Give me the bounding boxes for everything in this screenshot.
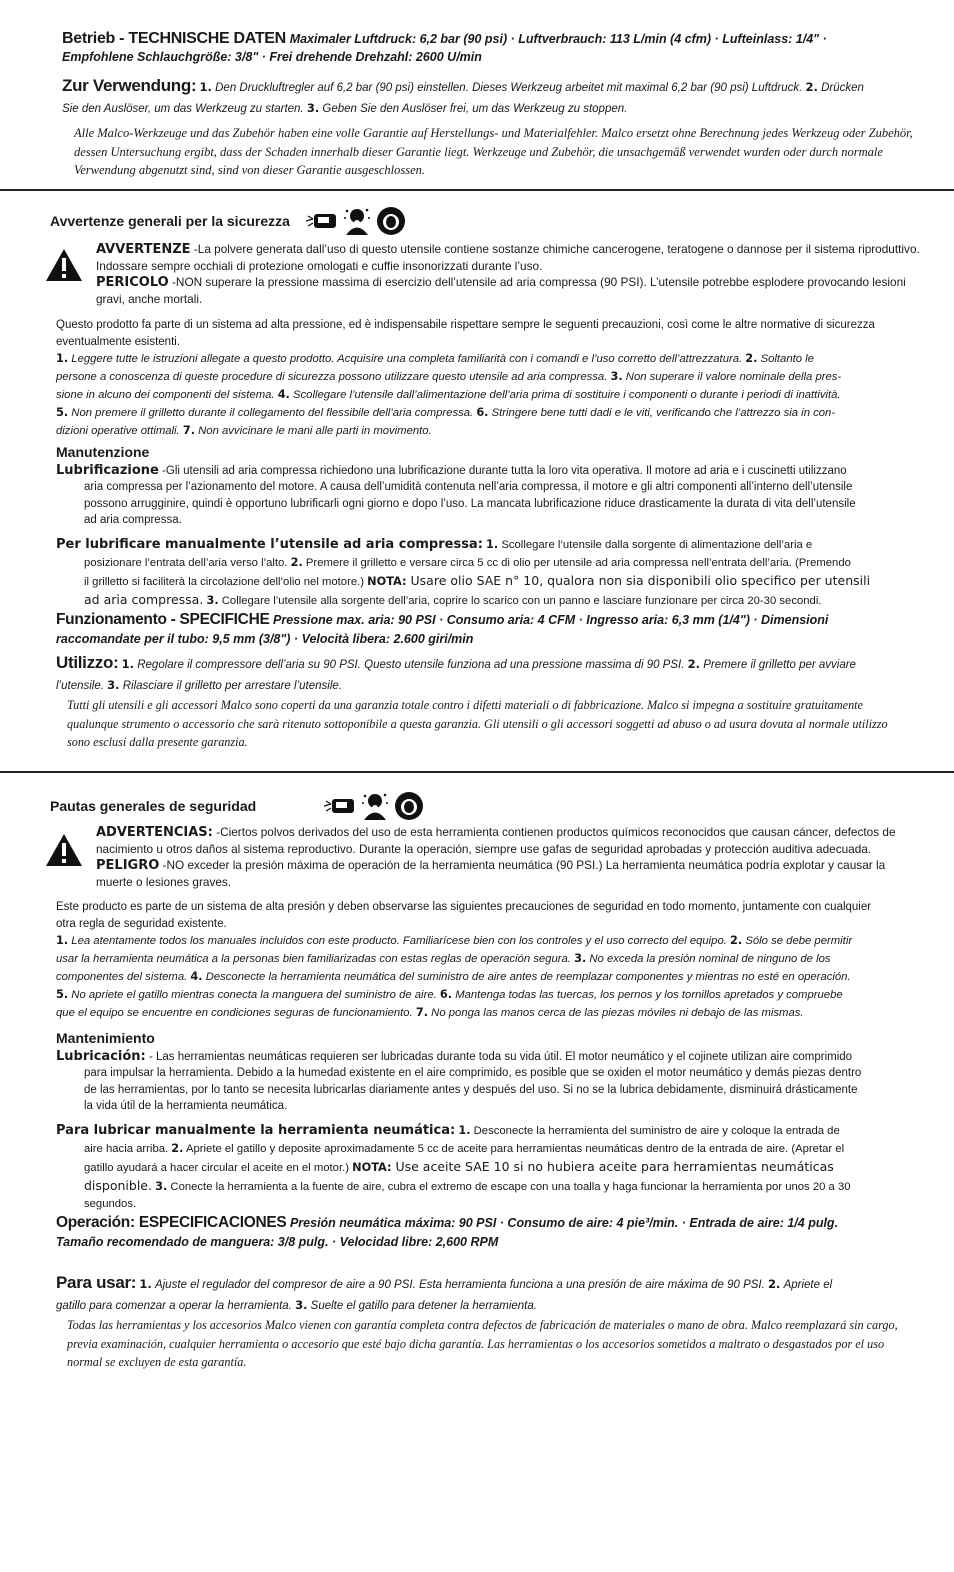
it-rule: Scollegare l’utensile dall’alimentazione dell’aria prima di sostituire i componenti o durante i periodi di inattività. bbox=[292, 389, 841, 401]
it-manual-label: Per lubrificare manualmente l’utensile ad aria compressa: bbox=[56, 537, 483, 552]
safety-glasses-icon bbox=[304, 206, 338, 236]
es-use-step: Suelte el gatillo para detener la herramienta. bbox=[310, 1300, 537, 1312]
it-manual-text: posizionare l’entrata dell’aria verso l’alto. bbox=[84, 557, 288, 569]
es-danger-text-2: muerte o lesiones graves. bbox=[96, 875, 232, 889]
de-warranty-line: Alle Malco-Werkzeuge und das Zubehör haben eine volle Garantie auf Herstellungs- und Materialfehler. Malco ersetzt ohne Berechnung jedes Werkzeug oder Zubehör, bbox=[74, 126, 913, 140]
es-use-section bbox=[56, 1273, 936, 1316]
es-lub-text: de las herramientas, por lo tanto se necesita lubricarlas diariamente antes y después del uso. Si no se la lubrica debidamente, disminuirá drásticamente bbox=[84, 1083, 858, 1096]
step-number: 4. bbox=[190, 970, 203, 983]
es-warranty-line: previa examinación, cualquier herramienta o accesorio que esté bajo dicha garantía. Las herramientas o los accesorios sometidos a maltrato o desgastados por el uso bbox=[67, 1336, 885, 1351]
es-use-step: Apriete el bbox=[783, 1279, 833, 1291]
step-number: 2. bbox=[745, 352, 758, 365]
step-number: 3. bbox=[206, 594, 219, 607]
dust-respirator-icon bbox=[360, 791, 390, 821]
de-use-step2-cont: Sie den Auslöser, um das Werkzeug zu starten. bbox=[62, 103, 304, 115]
de-warranty-line: Verwendung abgenutzt sind, sind von dieser Garantie ausgeschlossen. bbox=[74, 163, 426, 177]
es-rule: No ponga las manos cerca de las piezas móviles ni debajo de las mismas. bbox=[431, 1007, 804, 1019]
es-manual-label: Para lubricar manualmente la herramienta neumática: bbox=[56, 1123, 456, 1138]
it-lub-text: -Gli utensili ad aria compressa richiedono una lubrificazione durante tutta la loro vita operativa. Il motore ad aria e i cuscinetti utilizzano bbox=[158, 465, 847, 477]
section-divider bbox=[0, 189, 954, 191]
it-use-heading: Utilizzo: bbox=[56, 653, 119, 672]
it-note-text: Usare olio SAE n° 10, qualora non sia disponibili olio specifico per utensili bbox=[406, 573, 871, 588]
it-use-step: Premere il grilletto per avviare bbox=[703, 659, 856, 671]
es-warning-text: -Ciertos polvos derivados del uso de esta herramienta contienen productos químicos reconocidos que causan cáncer, defectos de bbox=[212, 825, 896, 839]
it-func-section bbox=[56, 610, 936, 649]
step-number: 1. bbox=[56, 352, 69, 365]
step-number: 2. bbox=[730, 934, 743, 947]
es-manual-text: aire hacia arriba. bbox=[84, 1143, 169, 1155]
es-rule: No apriete el gatillo mientras conecta la manguera del suministro de aire. bbox=[71, 989, 437, 1001]
es-warning-text-2: nacimiento u otros daños al sistema reproductivo. Durante la operación, siempre use gafas de seguridad aprobadas y protección auditiva adecuada. bbox=[96, 842, 872, 856]
es-rule: Desconecte la herramienta neumática del suministro de aire antes de reemplazar componentes y mientras no esté en operación. bbox=[205, 971, 851, 983]
it-warning-text-2: Indossare sempre occhiali di protezione omologati e cuffie insonorizzati durante l’uso. bbox=[96, 259, 543, 273]
step-number: 1. bbox=[486, 538, 499, 551]
es-danger-text: -NO exceder la presión máxima de operación de la herramienta neumática (90 PSI.) La herramienta neumática podría explotar y causar la bbox=[159, 858, 886, 872]
es-warranty-line: normal se excluyen de esta garantía. bbox=[67, 1355, 247, 1369]
it-safety-heading: Avvertenze generali per la sicurezza bbox=[50, 213, 290, 229]
es-func-specs: Presión neumática máxima: 90 PSI · Consumo de aire: 4 pie³/min. · Entrada de aire: 1/4 pulg. bbox=[289, 1216, 839, 1230]
es-lub-text: la vida útil de la herramienta neumática. bbox=[84, 1099, 288, 1112]
de-tech-section bbox=[62, 30, 922, 66]
es-rule: Lea atentamente todos los manuales incluidos con este producto. Familiarícese bien con los controles y el uso correcto del equipo. bbox=[71, 935, 727, 947]
step-number: 1. bbox=[139, 1277, 152, 1291]
es-safety-heading-row bbox=[50, 789, 424, 823]
ear-protection-icon bbox=[394, 791, 424, 821]
it-note-label: NOTA: bbox=[367, 575, 407, 588]
it-intro bbox=[56, 317, 926, 350]
step-number: 1. bbox=[458, 1124, 471, 1137]
de-warranty bbox=[74, 124, 934, 180]
step-number: 3. bbox=[107, 678, 120, 692]
de-warranty-line: dessen Untersuchung ergibt, dass der Schaden innerhalb dieser Garantie liegt. Werkzeuge und Zubehör, die unsachgemäß verwendet wurden oder durch normale bbox=[74, 144, 883, 159]
de-use-heading: Zur Verwendung: bbox=[62, 76, 197, 95]
warning-triangle-icon bbox=[45, 248, 83, 282]
de-use-section bbox=[62, 76, 922, 119]
it-warranty-line: Tutti gli utensili e gli accessori Malco sono coperti da una garanzia totale contro i difetti materiali o di fabbricazione. Malco si impegna a sostituire gratuitamente bbox=[67, 698, 863, 712]
it-lub-label: Lubrificazione bbox=[56, 463, 159, 478]
es-safety-heading: Pautas generales de seguridad bbox=[50, 798, 257, 814]
step-number: 1. bbox=[199, 80, 212, 94]
it-manual-text: Scollegare l’utensile dalla sorgente di alimentazione dell’aria e bbox=[501, 539, 813, 551]
es-note-label: NOTA: bbox=[352, 1161, 392, 1174]
it-maintenance-heading: Manutenzione bbox=[56, 444, 150, 460]
step-number: 2. bbox=[687, 657, 700, 671]
dust-respirator-icon bbox=[342, 206, 372, 236]
it-rule: Non premere il grilletto durante il collegamento del flessibile dell’aria compressa. bbox=[71, 407, 474, 419]
es-intro-text-2: otra regla de seguridad existente. bbox=[56, 917, 227, 930]
it-intro-text: Questo prodotto fa parte di un sistema ad alta pressione, ed è indispensabile rispettare sempre le seguenti precauzioni, così come le altre normative di sicurezza bbox=[56, 319, 875, 331]
es-rules bbox=[56, 932, 936, 1022]
it-rule: Leggere tutte le istruzioni allegate a questo prodotto. Acquisire una completa familiarità con i comandi e l’uso corretto dell’attrezzatura. bbox=[71, 353, 743, 365]
it-rule: sione in alcuno dei componenti del sistema. bbox=[56, 389, 275, 401]
step-number: 2. bbox=[171, 1142, 184, 1155]
es-func-section bbox=[56, 1213, 936, 1252]
es-lub-label: Lubricación: bbox=[56, 1049, 146, 1064]
step-number: 7. bbox=[415, 1006, 429, 1019]
it-warnings bbox=[96, 241, 926, 307]
it-warranty bbox=[67, 696, 937, 752]
it-warning-text: -La polvere generata dall’uso di questo utensile contiene sostanze chimiche cancerogene, teratogene o dannose per il sistema riproduttivo. bbox=[190, 242, 920, 256]
it-warning-label: AVVERTENZE bbox=[96, 242, 191, 257]
de-use-step2: Drücken bbox=[821, 82, 864, 94]
es-rule: usar la herramienta neumática a la personas bien familiarizadas con estas reglas de operación segura. bbox=[56, 953, 571, 965]
es-rule: Mantenga todas las tuercas, los pernos y los tornillos apretados y compruebe bbox=[455, 989, 843, 1001]
it-func-specs-2: raccomandate per il tubo: 9,5 mm (3/8") · Velocità libera: 2.600 giri/min bbox=[56, 632, 474, 646]
it-lub-text: possono arrugginire, quindi è opportuno lubrificarli ogni giorno e dopo l’uso. La mancata lubrificazione riduce drasticamente la durata di vita dell’utensile bbox=[84, 497, 856, 510]
es-manual-lub bbox=[56, 1122, 926, 1213]
step-number: 2. bbox=[290, 556, 303, 569]
it-rule: dizioni operative ottimali. bbox=[56, 425, 180, 437]
es-intro-text: Este producto es parte de un sistema de alta presión y deben observarse las siguientes precauciones de seguridad en todo momento, juntamente con cualquier bbox=[56, 901, 872, 913]
it-use-step: l’utensile. bbox=[56, 680, 104, 692]
it-lubrication bbox=[56, 463, 926, 528]
it-manual-text: il grilletto si faciliterà la circolazione dell’olio nel motore.) bbox=[84, 576, 365, 588]
es-manual-text: segundos. bbox=[84, 1198, 137, 1210]
es-warranty-line: Todas las herramientas y los accesorios Malco vienen con garantía completa contra defectos de fabricación de materiales o mano de obra. Malco reemplazará sin cargo, bbox=[67, 1318, 898, 1332]
step-number: 1. bbox=[56, 934, 69, 947]
it-rule: Non avvicinare le mani alle parti in movimento. bbox=[198, 425, 432, 437]
step-number: 5. bbox=[56, 988, 69, 1001]
it-use-step: Regolare il compressore dell’aria su 90 PSI. Questo utensile funziona ad una pressione massima di 90 PSI. bbox=[137, 659, 685, 671]
es-use-step: Ajuste el regulador del compresor de aire a 90 PSI. Esta herramienta funciona a una presión de aire máxima de 90 PSI. bbox=[154, 1279, 765, 1291]
es-func-heading: Operación: ESPECIFICACIONES bbox=[56, 1214, 287, 1231]
it-manual-lub bbox=[56, 536, 926, 610]
step-number: 3. bbox=[155, 1180, 168, 1193]
it-danger-label: PERICOLO bbox=[96, 275, 169, 290]
it-rules bbox=[56, 350, 936, 440]
es-func-specs-2: Tamaño recomendado de manguera: 3/8 pulg. · Velocidad libre: 2,600 RPM bbox=[56, 1235, 499, 1249]
step-number: 3. bbox=[306, 101, 320, 115]
step-number: 6. bbox=[439, 988, 453, 1001]
step-number: 1. bbox=[121, 657, 135, 671]
es-rule: que el equipo se encuentre en condiciones seguras de funcionamiento. bbox=[56, 1007, 413, 1019]
de-use-step3: Geben Sie den Auslöser frei, um das Werkzeug zu stoppen. bbox=[322, 103, 628, 115]
warning-triangle-icon bbox=[45, 833, 83, 867]
it-rule: Soltanto le bbox=[760, 353, 814, 365]
section-divider bbox=[0, 771, 954, 773]
de-tech-heading: Betrieb - TECHNISCHE DATEN bbox=[62, 30, 286, 47]
es-note-text: Use aceite SAE 10 si no hubiera aceite para herramientas neumáticas bbox=[391, 1159, 834, 1174]
step-number: 7. bbox=[182, 424, 195, 437]
step-number: 5. bbox=[56, 406, 69, 419]
es-rule: Sólo se debe permitir bbox=[745, 935, 853, 947]
es-manual-text: gatillo ayudará a hacer circular el aceite en el motor.) bbox=[84, 1162, 349, 1174]
safety-glasses-icon bbox=[322, 791, 356, 821]
es-intro bbox=[56, 899, 926, 932]
it-use-section bbox=[56, 653, 936, 696]
de-tech-specs-2: Empfohlene Schlauchgröße: 3/8" · Frei drehende Drehzahl: 2600 U/min bbox=[62, 50, 482, 64]
es-warranty bbox=[67, 1316, 937, 1372]
step-number: 2. bbox=[768, 1277, 781, 1291]
es-manual-text: Apriete el gatillo y deposite aproximadamente 5 cc de aceite para herramientas neumáticas dentro de la entrada de aire. (Apretar el bbox=[185, 1143, 845, 1155]
ear-protection-icon bbox=[376, 206, 406, 236]
es-maintenance-heading: Mantenimiento bbox=[56, 1030, 155, 1046]
es-lub-text: - Las herramientas neumáticas requieren ser lubricadas durante toda su vida útil. El motor neumático y el cojinete utilizan aire comprimido bbox=[145, 1051, 853, 1063]
es-rule: componentes del sistema. bbox=[56, 971, 188, 983]
step-number: 2. bbox=[805, 80, 818, 94]
es-lubrication bbox=[56, 1049, 926, 1114]
it-danger-text: -NON superare la pressione massima di esercizio dell’utensile ad aria compressa (90 PSI). L’utensile potrebbe esplodere provocando lesioni bbox=[168, 275, 906, 289]
step-number: 3. bbox=[610, 370, 623, 383]
step-number: 3. bbox=[295, 1298, 308, 1312]
it-safety-heading-row bbox=[50, 204, 406, 238]
it-warranty-line: sono esclusi dalla presente garanzia. bbox=[67, 735, 248, 749]
es-manual-text: Desconecte la herramienta del suministro de aire y coloque la entrada de bbox=[473, 1125, 840, 1137]
it-rule: Stringere bene tutti dadi e le viti, verificando che l’attrezzo sia in con- bbox=[491, 407, 836, 419]
es-warnings bbox=[96, 824, 926, 890]
es-lub-text: para impulsar la herramienta. Debido a la humedad existente en el aire comprimido, es posible que se oxiden el motor neumático y demás piezas dentro bbox=[84, 1067, 862, 1080]
it-rule: persone a conoscenza di queste procedure di sicurezza possono utilizzare questo utensile ad aria compressa. bbox=[56, 371, 608, 383]
es-rule: No exceda la presión nominal de ninguno de los bbox=[589, 953, 831, 965]
it-intro-text-2: eventualmente esistenti. bbox=[56, 335, 181, 348]
it-func-heading: Funzionamento - SPECIFICHE bbox=[56, 611, 270, 628]
it-lub-text: ad aria compressa. bbox=[84, 513, 182, 526]
es-manual-text: Conecte la herramienta a la fuente de aire, cubra el extremo de escape con una toalla y haga funcionar la herramienta por unos 20 a 30 bbox=[170, 1181, 851, 1193]
it-danger-text-2: gravi, anche mortali. bbox=[96, 292, 203, 306]
de-use-step1: Den Druckluftregler auf 6,2 bar (90 psi) einstellen. Dieses Werkzeug arbeitet mit maximal 6,2 bar (90 psi) Luftdruck. bbox=[215, 82, 803, 94]
it-use-step: Rilasciare il grilletto per arrestare l’utensile. bbox=[122, 680, 342, 692]
it-manual-text: Collegare l’utensile alla sorgente dell’aria, coprire lo scarico con un panno e lasciare funzionare per circa 20-30 secondi. bbox=[221, 595, 822, 607]
es-warning-label: ADVERTENCIAS: bbox=[96, 825, 213, 840]
it-rule: Non superare il valore nominale della pres- bbox=[625, 371, 842, 383]
step-number: 4. bbox=[277, 388, 290, 401]
it-lub-text: aria compressa per l’azionamento del motore. A causa dell’umidità contenuta nell’aria compressa, il motore e gli altri componenti all’interno dell’utensile bbox=[84, 481, 853, 494]
step-number: 3. bbox=[574, 952, 587, 965]
es-danger-label: PELIGRO bbox=[96, 858, 160, 873]
it-manual-text: Premere il grilletto e versare circa 5 cc di olio per utensile ad aria compressa nell’entrata dell’aria. (Premendo bbox=[305, 557, 851, 569]
step-number: 6. bbox=[476, 406, 489, 419]
de-tech-specs: Maximaler Luftdruck: 6,2 bar (90 psi) · Luftverbrauch: 113 L/min (4 cfm) · Lufteinlass: 1/4" · bbox=[289, 32, 827, 46]
es-use-heading: Para usar: bbox=[56, 1273, 137, 1292]
es-use-step: gatillo para comenzar a operar la herramienta. bbox=[56, 1300, 292, 1312]
it-manual-text: ad aria compressa. bbox=[84, 592, 204, 607]
es-manual-text: disponible. bbox=[84, 1178, 152, 1193]
it-warranty-line: qualunque strumento o accessorio che sarà ritenuto sottoponibile a questa garanzia. Gli utensili o gli accessori soggetti ad abuso o ad usura dovuta al normale utilizzo bbox=[67, 716, 888, 731]
it-func-specs: Pressione max. aria: 90 PSI · Consumo aria: 4 CFM · Ingresso aria: 6,3 mm (1/4") · Dimensioni bbox=[273, 613, 829, 627]
